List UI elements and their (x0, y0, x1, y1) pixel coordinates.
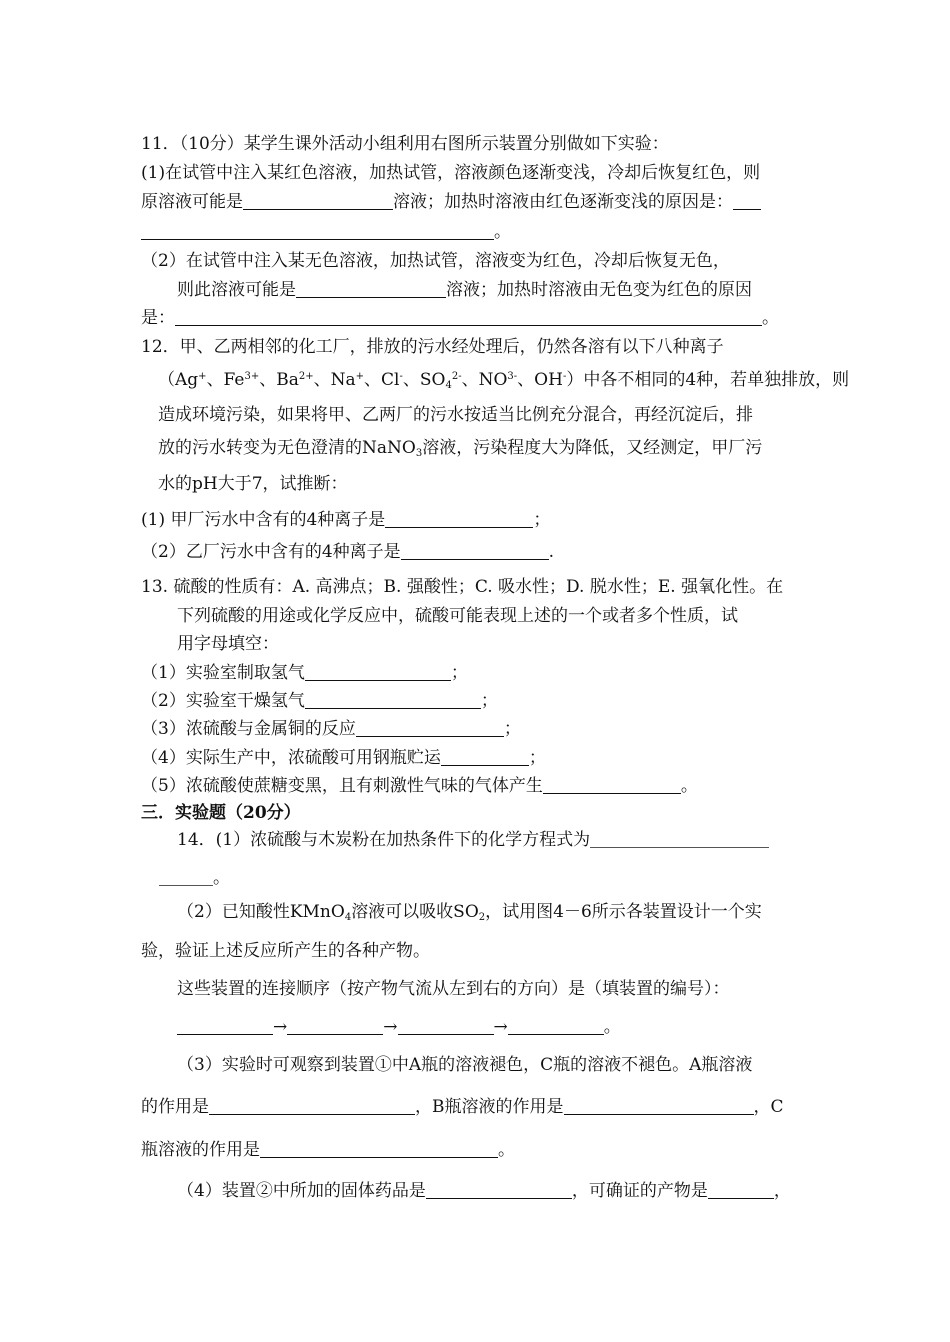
q14-equation-blank-a[interactable] (590, 830, 769, 848)
q14-part2-line2: 验，验证上述反应所产生的各种产物。 (141, 941, 430, 961)
ion-6: 、$NO^{3-}$ (461, 370, 518, 390)
order-blank-1[interactable] (177, 1017, 273, 1035)
q14-order-prompt: 这些装置的连接顺序（按产物气流从左到右的方向）是（填装置的编号）： (177, 979, 730, 999)
q12-answer-blank-2[interactable] (401, 542, 549, 560)
q13-answer-blank-3[interactable] (356, 719, 504, 737)
bottle-c-role-blank[interactable] (260, 1140, 498, 1158)
order-blank-4[interactable] (508, 1017, 604, 1035)
q13-answer-blank-5[interactable] (543, 776, 681, 794)
q12-sub2: （2）乙厂污水中含有的4种离子是 . (141, 542, 555, 562)
ion-0: + (198, 371, 207, 382)
q14-part3-line3: 瓶溶液的作用是 。 (141, 1140, 515, 1160)
q13-item-1: （1）实验室制取氢气 ； (141, 663, 468, 683)
ion-5: 、$SO_4^{2-}$ (402, 370, 462, 391)
section-title: 三．实验题（20分） (141, 803, 301, 823)
q11-answer-blank-reason-b[interactable] (141, 222, 494, 240)
order-blank-3[interactable] (398, 1017, 494, 1035)
bottle-a-role-blank[interactable] (209, 1097, 415, 1115)
q12-title: 12．甲、乙两相邻的化工厂，排放的污水经处理后，仍然各溶有以下八种离子 (141, 337, 724, 357)
q11-part1-line2: 原溶液可能是 溶液；加热时溶液由红色逐渐变浅的原因是： (141, 191, 761, 213)
q11-answer-blank-solution-2[interactable] (296, 280, 446, 298)
q14-part2-line1: （2）已知酸性KMnO$_4$溶液可以吸收$SO_2$，试用图4－6所示各装置设计一个实 (177, 902, 762, 923)
order-blank-2[interactable] (287, 1017, 383, 1035)
q14-order-blanks: → → → 。 (177, 1016, 621, 1038)
q13-item-3: （3）浓硫酸与金属铜的反应 ； (141, 719, 521, 739)
q14-part3-line2: 的作用是 ，B瓶溶液的作用是 ，C (141, 1097, 784, 1117)
ion-1: 、$Fe^{3+}$ (206, 370, 260, 390)
ion-7: 、OH- (517, 370, 567, 390)
q12-sub1: (1) 甲厂污水中含有的4种离子是 ； (141, 510, 551, 530)
q11-part1-line1: (1)在试管中注入某红色溶液，加热试管，溶液颜色逐渐变浅，冷却后恢复红色，则 (141, 163, 761, 183)
ion-list (198, 370, 566, 390)
q13-item-4: （4）实际生产中，浓硫酸可用钢瓶贮运 ； (141, 748, 546, 768)
q14-part1-line2: 。 (159, 867, 230, 889)
q12-line3: 造成环境污染，如果将甲、乙两厂的污水按适当比例充分混合，再经沉淀后，排 (158, 405, 753, 425)
q14-part1-line1: 14．(1）浓硫酸与木炭粉在加热条件下的化学方程式为 (177, 829, 769, 851)
q13-answer-blank-4[interactable] (441, 748, 529, 766)
bottle-b-role-blank[interactable] (564, 1097, 754, 1115)
q14-part4-line1: （4）装置②中所加的固体药品是 ，可确证的产物是 ， (177, 1181, 791, 1201)
q13-answer-blank-1[interactable] (305, 663, 451, 681)
q11-part1-line3: 。 (141, 221, 511, 243)
arrow-icon: → (383, 1017, 398, 1037)
q14-part3-line1: （3）实验时可观察到装置①中A瓶的溶液褪色，C瓶的溶液不褪色。A瓶溶液 (177, 1055, 753, 1075)
q12-line5: 水的pH大于7，试推断： (158, 474, 348, 494)
q11-answer-blank-reason-a[interactable] (733, 192, 761, 210)
ion-2: 、$Ba^{2+}$ (259, 370, 314, 390)
q13-title: 13. 硫酸的性质有：A. 高沸点；B. 强酸性；C. 吸水性；D. 脱水性；E. 强氧化性。在 (141, 577, 784, 597)
q11-part2-line2: 则此溶液可能是 溶液；加热时溶液由无色变为红色的原因 (177, 280, 752, 300)
arrow-icon: → (273, 1017, 288, 1037)
q13-line3: 用字母填空： (177, 634, 279, 654)
q12-answer-blank-1[interactable] (385, 510, 533, 528)
q11-answer-blank-solution[interactable] (243, 192, 393, 210)
q14-equation-blank-b[interactable] (159, 868, 213, 886)
q11-part2-line3: 是： 。 (141, 308, 779, 328)
q13-line2: 下列硫酸的用途或化学反应中，硫酸可能表现上述的一个或者多个性质，试 (177, 606, 738, 626)
ion-3: 、Na+ (313, 370, 365, 390)
arrow-icon: → (493, 1017, 508, 1037)
q12-line4: 放的污水转变为无色澄清的NaNO$_3$溶液，污染程度大为降低，又经测定，甲厂污 (158, 438, 763, 459)
q13-answer-blank-2[interactable] (305, 691, 481, 709)
product-blank[interactable] (708, 1181, 774, 1199)
q12-ions-line: （Ag+、$Fe^{3+}$、$Ba^{2+}$、Na+、Cl-、$SO_4^{2-}$、$NO^{3-}$、OH-）中各不相同的4种，若单独排放，则 (158, 370, 850, 391)
q11-title: 11．（10分）某学生课外活动小组利用右图所示装置分别做如下实验： (141, 134, 669, 154)
ion-4: 、Cl- (364, 370, 403, 390)
q11-part2-line1: （2）在试管中注入某无色溶液，加热试管，溶液变为红色，冷却后恢复无色， (141, 251, 730, 271)
solid-reagent-blank[interactable] (426, 1181, 572, 1199)
q11-answer-blank-reason-2[interactable] (175, 308, 762, 326)
q13-item-2: （2）实验室干燥氢气 ； (141, 691, 498, 711)
q13-item-5: （5）浓硫酸使蔗糖变黑，且有刺激性气味的气体产生 。 (141, 776, 698, 796)
